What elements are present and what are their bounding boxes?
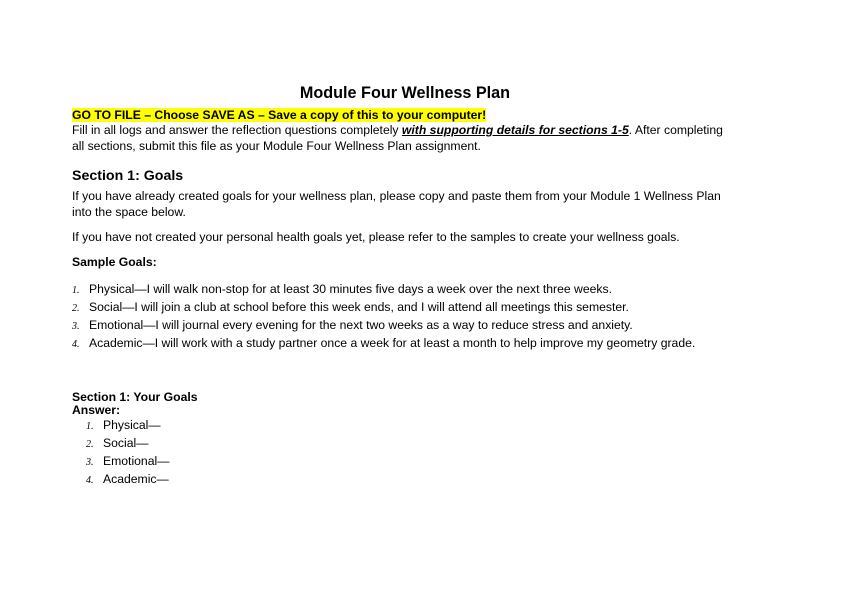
sample-goal-item [72, 335, 732, 353]
sample-goal-item [72, 299, 732, 317]
list-number: 2. [72, 303, 80, 314]
sample-goal-text: Emotional—I will journal every evening for the next two weeks as a way to reduce stress and anxiety. [89, 318, 633, 332]
list-number: 4. [72, 339, 80, 350]
sample-goal-text: Social—I will join a club at school before this week ends, and I will attend all meetings this semester. [89, 300, 629, 314]
section1-heading: Section 1: Goals [72, 168, 184, 184]
sample-goal-text: Physical—I will walk non-stop for at least 30 minutes five days a week over the next three weeks. [89, 282, 612, 296]
intro-paragraph [72, 122, 732, 154]
list-number: 1. [86, 421, 94, 432]
document-page [72, 84, 732, 489]
document-title: Module Four Wellness Plan [299, 84, 511, 102]
intro-emphasis: with supporting details for sections 1-5 [401, 123, 629, 137]
answer-item-text[interactable]: Emotional— [103, 454, 170, 468]
list-number: 2. [86, 439, 94, 450]
list-number: 4. [86, 475, 94, 486]
answer-item-emotional[interactable] [86, 453, 732, 471]
answer-item-academic[interactable] [86, 471, 732, 489]
answer-item-text[interactable]: Academic— [103, 472, 169, 486]
sample-goal-text: Academic—I will work with a study partner once a week for at least a month to help improve my geometry grade. [89, 336, 696, 350]
sample-goal-item [72, 281, 732, 299]
answer-item-social[interactable] [86, 435, 732, 453]
list-number: 3. [72, 321, 80, 332]
answer-item-physical[interactable] [86, 417, 732, 435]
sample-goals-heading: Sample Goals: [72, 255, 157, 269]
section1-paragraph-new-goals: If you have not created your personal health goals yet, please refer to the samples to create your wellness goals. [72, 230, 680, 244]
list-number: 1. [72, 285, 80, 296]
save-instruction-highlight: GO TO FILE – Choose SAVE AS – Save a copy of this to your computer! [72, 108, 487, 122]
answer-item-text[interactable]: Physical— [103, 418, 161, 432]
your-goals-heading: Section 1: Your Goals [72, 390, 198, 404]
list-number: 3. [86, 457, 94, 468]
section1-paragraph-existing-goals: If you have already created goals for your wellness plan, please copy and paste them from your Module 1 Wellness Plan into the space below. [72, 189, 721, 219]
answer-item-text[interactable]: Social— [103, 436, 149, 450]
sample-goal-item [72, 317, 732, 335]
sample-goals-list [72, 281, 732, 353]
your-goals-answer-list [72, 417, 732, 489]
intro-text-before: Fill in all logs and answer the reflection questions completely [72, 123, 402, 137]
intro-text-after: . After completing all sections, submit this file as your Module Four Wellness Plan assignment. [72, 123, 723, 153]
save-instruction [72, 108, 732, 122]
answer-label: Answer: [72, 403, 121, 417]
